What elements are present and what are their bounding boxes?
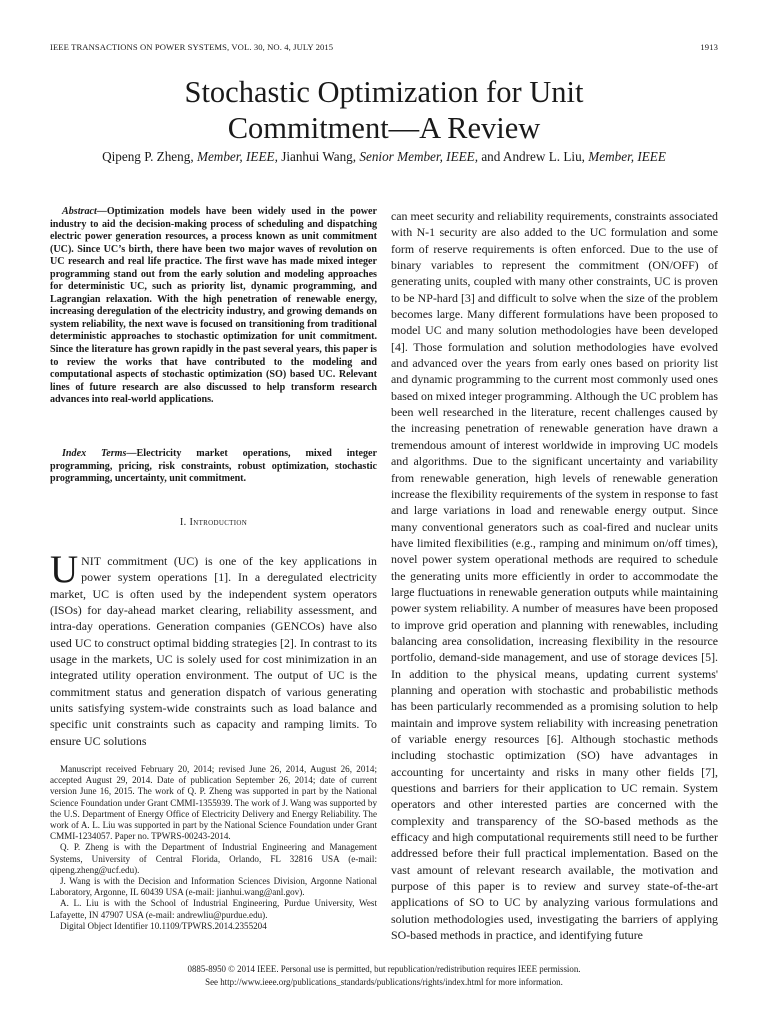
drop-cap: U	[50, 548, 79, 591]
paper-title	[0, 74, 768, 146]
author-list	[0, 149, 768, 165]
introduction-paragraph	[50, 548, 377, 749]
author-3-name: and Andrew L. Liu,	[481, 149, 585, 164]
running-head	[50, 42, 718, 52]
right-column-text: can meet security and reliability requirements, constraints associated with N-1 security are also added to the UC formulation and some form of reserve requirements is often enforced. Due to the use of binary variables to represent the commitment (ON/OFF) of generating units, coupled with many other constraints, UC is proven to be NP-hard [3] and difficult to solve when the size of the problem becomes large. Many different formulations have been proposed to model UC and many solution methodologies have been developed [4]. Those formulation and solution methodologies have evolved and advanced over the years from early ones based on priority list and dynamic programming to the current most commonly used ones based on mixed integer programming. Although the UC problem has been well researched in the literature, recent challenges caused by the increasing penetration of renewable generation have drawn a tremendous amount of interest worldwide in improving UC models and algorithms. Due to the significant uncertainty and variability from renewable generation, high levels of renewable generation increase the flexibility requirements of the system in response to fast and large variations in load and renewable energy output. Since many conventional generators such as coal-fired and nuclear units have limited flexibilities (e.g., ramping and minimum on/off times), novel power system operational methods are required to schedule the generating units more efficiently in order to accommodate the large fluctuations in renewable generation outputs while maintaining power system reliability. A number of measures have been proposed to improve grid operation and planning with renewables, including balancing area consolidation, increasing flexibility in the resource portfolio, demand-side management, and use of storage devices [5]. In addition to the physical means, updating current systems' planning and operation with stochastic and probabilistic methods has been particularly recommended as a promising solution to help maintain and improve system reliability with increasing penetration of variable energy resources [6]. Although stochastic methods including stochastic optimization (SO) have advantages in accounting for uncertainty and risks in many other fields [7], questions and barriers for their application to UC remain. System operators and other interested parties are concerned with the complexity and transparency of the SO-based methods as the efficacy and high computational requirements still need to be further addressed before their full practical implementation. Based on the vast amount of relevant research available, the motivation and purpose of this paper is to review and survey state-of-the-art applications of SO to UC by analyzing various formulations and solution methodologies used, investigating the barriers of applying SO-based methods in practice, and identifying future	[391, 209, 719, 943]
footnote-author-3: A. L. Liu is with the School of Industrial Engineering, Purdue University, West Lafayette, IN 47907 USA (e-mail: andrewliu@purdue.edu).	[50, 898, 377, 920]
author-2-name: Jianhui Wang,	[281, 149, 357, 164]
author-1-name: Qipeng P. Zheng,	[102, 149, 194, 164]
index-terms-label: Index Terms—	[62, 448, 137, 459]
title-line-1: Stochastic Optimization for Unit	[184, 75, 584, 109]
section-heading	[50, 517, 377, 528]
introduction-text: NIT commitment (UC) is one of the key applications in power system operations [1]. In a deregulated electricity market, UC is often used by the independent system operators (ISOs) for day-ahead market clearing, reliability assessment, and intra-day operations. Generation companies (GENCOs) have also used UC to construct optimal bidding strategies [2]. In contrast to its usage in the markets, UC is solely used for cost minimization in an integrated utility operation environment. The output of UC is the commitment status and generation dispatch of various generating units satisfying system-wide constraints such as load balance and specific unit constraints such as capacity and ramping limits. To ensure UC solutions	[50, 554, 377, 748]
author-3-role: Member, IEEE	[588, 149, 666, 164]
copyright-line: 0885-8950 © 2014 IEEE. Personal use is permitted, but republication/redistribution requires IEEE permission.	[187, 964, 581, 974]
index-terms	[50, 448, 377, 486]
rights-link-line: See http://www.ieee.org/publications_standards/publications/rights/index.html for more information.	[205, 976, 563, 987]
journal-citation: IEEE TRANSACTIONS ON POWER SYSTEMS, VOL. 30, NO. 4, JULY 2015	[50, 42, 334, 52]
footnote-doi: Digital Object Identifier 10.1109/TPWRS.2014.2355204	[60, 920, 267, 931]
footnote-author-1: Q. P. Zheng is with the Department of Industrial Engineering and Management Systems, University of Central Florida, Orlando, FL 32816 USA (e-mail: qipeng.zheng@ucf.edu).	[50, 842, 377, 875]
abstract-text: Optimization models have been widely used in the power industry to aid the decision-making process of scheduling and dispatching electric power generation resources, a process known as unit commitment (UC). Since UC’s birth, there have been two major waves of revolution on UC research and real life practice. The first wave has made mixed integer programming stand out from the early solution and modeling approaches for deterministic UC, such as priority list, dynamic programming, and Lagrangian relaxation. With the high penetration of renewable energy, increasing deregulation of the electricity industry, and growing demands on system reliability, the next wave is focused on transitioning from traditional deterministic approaches to stochastic optimization for unit commitment. Since the literature has grown rapidly in the past several years, this paper is to review the works that have contributed to the modeling and computational aspects of stochastic optimization (SO) based UC. Relevant lines of future research are also discussed to help transform research advances into real-world applications.	[50, 206, 377, 406]
author-2-role: Senior Member, IEEE,	[359, 149, 479, 164]
title-line-2: Commitment—A Review	[227, 111, 541, 145]
abstract-label: Abstract—	[62, 206, 107, 217]
footnote-author-2: J. Wang is with the Decision and Information Sciences Division, Argonne National Laboratory, Argonne, IL 60439 USA (e-mail: jianhui.wang@anl.gov).	[50, 876, 377, 898]
abstract	[50, 206, 377, 407]
section-title: Introduction	[189, 517, 248, 528]
footnote-manuscript: Manuscript received February 20, 2014; revised June 26, 2014, August 26, 2014; accepted August 29, 2014. Date of publication September 26, 2014; date of current version June 16, 2015. The work of Q. P. Zheng was supported in part by the National Science Foundation under Grant CMMI-1355939. The work of J. Wang was supported by the U.S. Department of Energy Office of Electricity Delivery and Energy Reliability. The work of A. L. Liu was supported in part by the National Science Foundation under Grant CMMI-1234057. Paper no. TPWRS-00243-2014.	[50, 764, 377, 842]
copyright-footer	[0, 963, 768, 988]
right-column	[391, 208, 718, 943]
author-1-role: Member, IEEE,	[196, 149, 278, 164]
section-numeral: I.	[179, 517, 187, 528]
footnotes	[50, 764, 377, 932]
index-terms-text: Electricity market operations, mixed integer programming, pricing, risk constraints, robust optimization, stochastic programming, uncertainty, unit commitment.	[50, 448, 377, 485]
page-number: 1913	[700, 42, 718, 52]
